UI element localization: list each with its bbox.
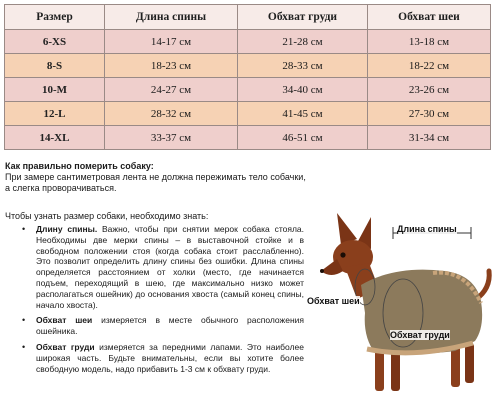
- measure-tip-line: а слегка проворачиваться.: [5, 183, 117, 193]
- table-row: [5, 78, 491, 102]
- list-item-text: измеряется за передними лапами. Это наиболее широкая часть. Будьте внимательны, если вы хотите более свободную модель, надо прибавить 1-3 см к обхвату груди.: [36, 341, 305, 374]
- measure-tip-line: При замере сантиметровая лента не должна пережимать тело собачки,: [5, 172, 306, 182]
- bullet-icon: •: [22, 315, 26, 326]
- chest-cell: 21-28 см: [238, 30, 368, 54]
- header-back-length: Длина спины: [105, 5, 238, 30]
- dog-eye-icon: [340, 252, 345, 257]
- list-item-text: измеряется в месте обычного расположения ошейника.: [36, 315, 304, 337]
- header-size: Размер: [5, 5, 105, 30]
- chest-girth-label: Обхват груди: [390, 330, 450, 340]
- size-cell: 6-XS: [5, 30, 105, 54]
- back-cell: 24-27 см: [105, 78, 238, 102]
- size-cell: 14-XL: [5, 126, 105, 150]
- back-cell: 14-17 см: [105, 30, 238, 54]
- list-item-term: Обхват груди: [36, 341, 95, 352]
- table-row: [5, 54, 491, 78]
- bullet-icon: •: [22, 224, 26, 234]
- neck-cell: 27-30 см: [368, 102, 491, 126]
- neck-cell: 23-26 см: [368, 78, 491, 102]
- back-cell: 33-37 см: [105, 126, 238, 150]
- size-cell: 10-M: [5, 78, 105, 102]
- list-item: [22, 342, 304, 374]
- list-item-text: Важно, чтобы при снятии мерок собака стояла. Необходимы две мерки спины – в выставочной стойке и в свободном положении стоя (когда собака стоит расслабленно). Это позволит определить длину спины без ошибки. Длина спины определяется расстоянием от холки (место, где начинается подъем, переходящий в шею, где максимально низко может располагаться ошейник) до основания хвоста (самый конец спины, начало хвоста).: [36, 224, 304, 310]
- list-item-term: Обхват шеи: [36, 315, 93, 326]
- table-header-row: [5, 5, 491, 30]
- neck-girth-label: Обхват шеи: [307, 296, 360, 306]
- chest-cell: 28-33 см: [238, 54, 368, 78]
- neck-cell: 13-18 см: [368, 30, 491, 54]
- chest-cell: 46-51 см: [238, 126, 368, 150]
- neck-cell: 31-34 см: [368, 126, 491, 150]
- dog-nose-icon: [320, 269, 324, 273]
- header-neck: Обхват шеи: [368, 5, 491, 30]
- back-cell: 28-32 см: [105, 102, 238, 126]
- list-item: [22, 224, 304, 310]
- chest-cell: 34-40 см: [238, 78, 368, 102]
- bullet-icon: •: [22, 341, 26, 352]
- back-cell: 18-23 см: [105, 54, 238, 78]
- neck-cell: 18-22 см: [368, 54, 491, 78]
- size-cell: 8-S: [5, 54, 105, 78]
- how-to-measure-heading: Как правильно померить собаку:: [5, 161, 154, 171]
- table-row: [5, 102, 491, 126]
- back-length-label: Длина спины: [397, 224, 457, 234]
- dog-leg: [465, 343, 474, 383]
- chest-cell: 41-45 см: [238, 102, 368, 126]
- need-to-know-text: Чтобы узнать размер собаки, необходимо знать:: [5, 211, 209, 221]
- header-chest: Обхват груди: [238, 5, 368, 30]
- table-row: [5, 126, 491, 150]
- size-cell: 12-L: [5, 102, 105, 126]
- size-table: [4, 4, 491, 150]
- list-item-term: Длину спины.: [36, 224, 98, 234]
- list-item: [22, 315, 304, 337]
- table-row: [5, 30, 491, 54]
- measurement-list: [22, 224, 304, 379]
